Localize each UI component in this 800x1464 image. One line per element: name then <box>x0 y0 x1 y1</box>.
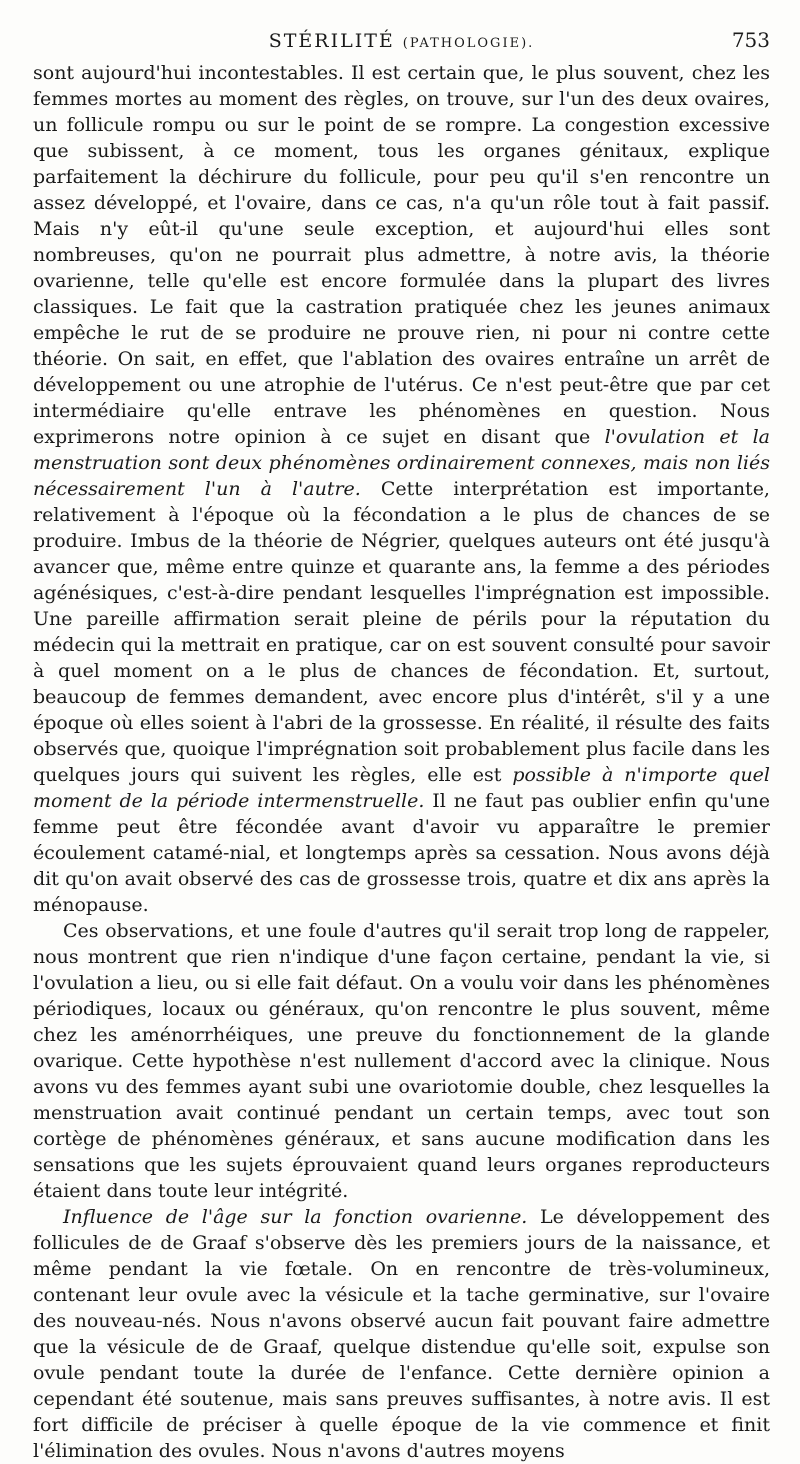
paragraph-2-segment-1: Ces observations, et une foule d'autres qu'il serait trop long de rappeler, nous montrent que rien n'indique d'une façon certaine, pendant la vie, si l'ovulation a lieu, ou si elle fait défaut. On a voulu voir dans les phénomènes périodiques, locaux ou généraux, qu'on rencontre le plus souvent, même chez les aménorrhéiques, une preuve du fonctionnement de la glande ovarique. Cette hypothèse n'est nullement d'accord avec la clinique. Nous avons vu des femmes ayant subi une ovariotomie double, chez lesquelles la menstruation avait continué pendant un certain temps, avec tout son cortège de phénomènes généraux, et sans aucune modification dans les sensations que les sujets éprouvaient quand leurs organes reproducteurs étaient dans toute leur intégrité. <box>33 920 770 1202</box>
paragraph-1-segment-4: possible à n'importe quel moment de la période intermenstruelle. <box>33 764 770 812</box>
paragraph-3-segment-2: Le développement des follicules de de Graaf s'observe dès les premiers jours de la naissance, et même pendant la vie fœtale. On en rencontre de très-volumineux, contenant leur ovule avec la vésicule et la tache germinative, sur l'ovaire des nouveau-nés. Nous n'avons observé aucun fait pouvant faire admettre que la vésicule de de Graaf, quelque distendue qu'elle soit, expulse son ovule pendant toute la durée de l'enfance. Cette dernière opinion a cependant été soutenue, mais sans preuves suffisantes, à notre avis. Il est fort difficile de préciser à quelle époque de la vie commence et finit l'élimination des ovules. Nous n'avons d'autres moyens <box>33 1206 770 1462</box>
paragraph-3 <box>33 1204 770 1464</box>
body-text <box>33 60 770 1464</box>
paragraph-1-segment-2: l'ovulation et la menstruation sont deux phénomènes ordinairement connexes, mais non liés nécessairement l'un à l'autre. <box>33 426 770 500</box>
page-number: 753 <box>731 28 770 52</box>
running-title <box>33 30 770 52</box>
paragraph-1-segment-5: Il ne faut pas oublier enfin qu'une femme peut être fécondée avant d'avoir vu apparaître le premier écoulement catamé-nial, et longtemps après sa cessation. Nous avons déjà dit qu'on avait observé des cas de grossesse trois, quatre et dix ans après la ménopause. <box>33 790 770 916</box>
running-title-sub: (PATHOLOGIE). <box>402 36 535 51</box>
paragraph-1-segment-1: sont aujourd'hui incontestables. Il est certain que, le plus souvent, chez les femmes mortes au moment des règles, on trouve, sur l'un des deux ovaires, un follicule rompu ou sur le point de se rompre. La congestion excessive que subissent, à ce moment, tous les organes génitaux, explique parfaitement la déchirure du follicule, pour peu qu'il s'en rencontre un assez développé, et l'ovaire, dans ce cas, n'a qu'un rôle tout à fait passif. Mais n'y eût-il qu'une seule exception, et aujourd'hui elles sont nombreuses, qu'on ne pourrait plus admettre, à notre avis, la théorie ovarienne, telle qu'elle est encore formulée dans la plupart des livres classiques. Le fait que la castration pratiquée chez les jeunes animaux empêche le rut de se produire ne prouve rien, ni pour ni contre cette théorie. On sait, en effet, que l'ablation des ovaires entraîne un arrêt de développement ou une atrophie de l'utérus. Ce n'est peut-être que par cet intermédiaire qu'elle entrave les phénomènes en question. Nous exprimerons notre opinion à ce sujet en disant que <box>33 62 770 448</box>
running-head <box>33 0 770 60</box>
paragraph-1-segment-3: Cette interprétation est importante, relativement à l'époque où la fécondation a le plus de chances de se produire. Imbus de la théorie de Négrier, quelques auteurs ont été jusqu'à avancer que, même entre quinze et quarante ans, la femme a des périodes agénésiques, c'est-à-dire pendant lesquelles l'imprégnation est impossible. Une pareille affirmation serait pleine de périls pour la réputation du médecin qui la mettrait en pratique, car on est souvent consulté pour savoir à quel moment on a le plus de chances de fécondation. Et, surtout, beaucoup de femmes demandent, avec encore plus d'intérêt, s'il y a une époque où elles soient à l'abri de la grossesse. En réalité, il résulte des faits observés que, quoique l'imprégnation soit probablement plus facile dans les quelques jours qui suivent les règles, elle est <box>33 478 770 786</box>
running-title-main: STÉRILITÉ <box>268 30 395 52</box>
paragraph-2 <box>33 918 770 1204</box>
paragraph-1 <box>33 60 770 918</box>
paragraph-3-heading: Influence de l'âge sur la fonction ovarienne. <box>63 1206 528 1228</box>
